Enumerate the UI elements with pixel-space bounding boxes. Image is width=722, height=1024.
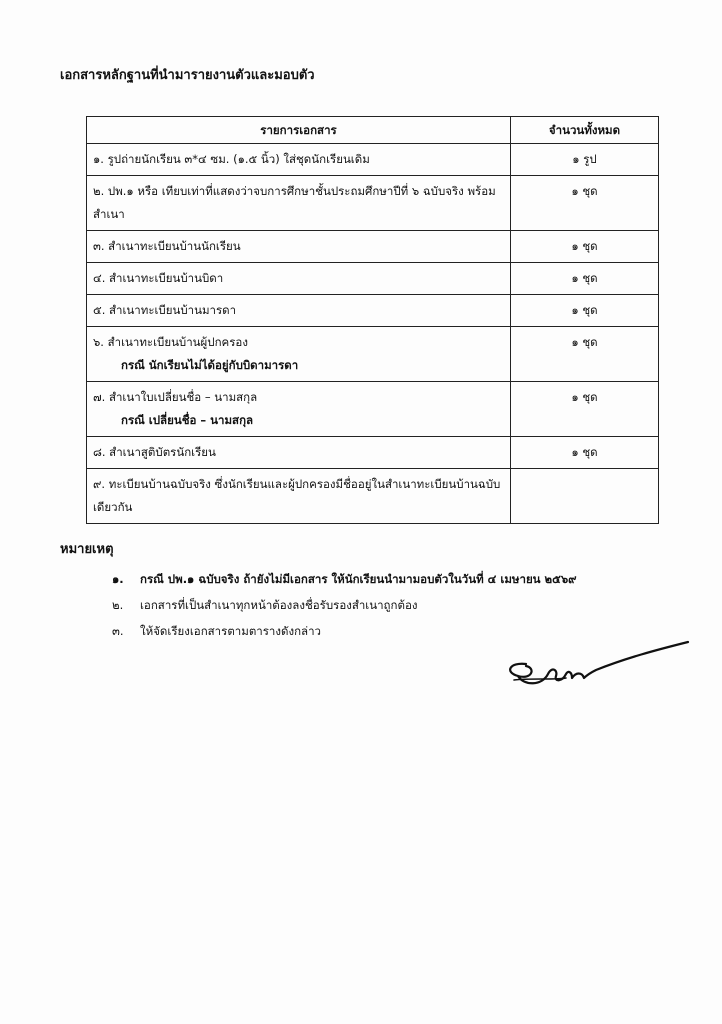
table-row bbox=[87, 437, 659, 469]
document-item-text: ๙. ทะเบียนบ้านฉบับจริง ซึ่งนักเรียนและผู้ปกครองมีชื่ออยู่ในสำเนาทะเบียนบ้านฉบับเดียวกัน bbox=[93, 477, 501, 514]
document-item-cell bbox=[87, 327, 511, 382]
table-row bbox=[87, 176, 659, 231]
document-item-text: ๘. สำเนาสูติบัตรนักเรียน bbox=[93, 445, 216, 459]
document-item-text: ๕. สำเนาทะเบียนบ้านมารดา bbox=[93, 303, 237, 317]
document-quantity-cell: ๑ ชุด bbox=[511, 231, 659, 263]
document-item-text: ๗. สำเนาใบเปลี่ยนชื่อ – นามสกุล bbox=[93, 390, 258, 404]
document-quantity-cell: ๑ ชุด bbox=[511, 382, 659, 437]
document-quantity-cell: ๑ ชุด bbox=[511, 176, 659, 231]
table-row bbox=[87, 469, 659, 524]
note-text: กรณี ปพ.๑ ฉบับจริง ถ้ายังไม่มีเอกสาร ให้นักเรียนนำมามอบตัวในวันที่ ๔ เมษายน ๒๕๖๙ bbox=[140, 572, 577, 586]
document-item-cell bbox=[87, 437, 511, 469]
document-quantity-cell bbox=[511, 469, 659, 524]
table-row bbox=[87, 295, 659, 327]
document-item-text: ๓. สำเนาทะเบียนบ้านนักเรียน bbox=[93, 239, 241, 253]
note-text: ให้จัดเรียงเอกสารตามตารางดังกล่าว bbox=[140, 624, 322, 638]
document-condition-text: กรณี เปลี่ยนชื่อ – นามสกุล bbox=[121, 413, 254, 427]
header-item: รายการเอกสาร bbox=[87, 117, 511, 144]
signature-icon bbox=[496, 628, 696, 698]
note-number: ๓. bbox=[112, 624, 124, 638]
document-item-cell bbox=[87, 469, 511, 524]
page-heading: เอกสารหลักฐานที่นำมารายงานตัวและมอบตัว bbox=[60, 68, 315, 83]
note-text: เอกสารที่เป็นสำเนาทุกหน้าต้องลงชื่อรับรองสำเนาถูกต้อง bbox=[140, 598, 418, 612]
document-quantity-cell: ๑ รูป bbox=[511, 144, 659, 176]
document-quantity-cell: ๑ ชุด bbox=[511, 295, 659, 327]
table-row bbox=[87, 327, 659, 382]
document-item-cell bbox=[87, 263, 511, 295]
note-number: ๒. bbox=[112, 598, 124, 612]
table-row bbox=[87, 144, 659, 176]
document-quantity-cell: ๑ ชุด bbox=[511, 263, 659, 295]
table-row bbox=[87, 231, 659, 263]
document-condition-text: กรณี นักเรียนไม่ได้อยู่กับบิดามารดา bbox=[121, 358, 299, 372]
document-quantity-cell: ๑ ชุด bbox=[511, 437, 659, 469]
note-number: ๑. bbox=[112, 572, 124, 586]
documents-table bbox=[86, 116, 659, 524]
document-item-text: ๑. รูปถ่ายนักเรียน ๓*๔ ซม. (๑.๕ นิ้ว) ใส่ชุดนักเรียนเดิม bbox=[93, 152, 370, 166]
document-item-text: ๔. สำเนาทะเบียนบ้านบิดา bbox=[93, 271, 224, 285]
document-item-cell bbox=[87, 295, 511, 327]
document-item-text: ๖. สำเนาทะเบียนบ้านผู้ปกครอง bbox=[93, 335, 248, 349]
document-item-cell bbox=[87, 176, 511, 231]
header-quantity: จำนวนทั้งหมด bbox=[511, 117, 659, 144]
document-item-cell bbox=[87, 382, 511, 437]
document-item-text: ๒. ปพ.๑ หรือ เทียบเท่าที่แสดงว่าจบการศึกษาชั้นประถมศึกษาปีที่ ๖ ฉบับจริง พร้อมสำเนา bbox=[93, 184, 496, 221]
note-item bbox=[112, 566, 692, 592]
note-item bbox=[112, 592, 692, 618]
document-quantity-cell: ๑ ชุด bbox=[511, 327, 659, 382]
notes-title: หมายเหตุ bbox=[60, 542, 114, 557]
table-row bbox=[87, 263, 659, 295]
table-row bbox=[87, 382, 659, 437]
table-header-row bbox=[87, 117, 659, 144]
document-item-cell bbox=[87, 144, 511, 176]
document-item-cell bbox=[87, 231, 511, 263]
